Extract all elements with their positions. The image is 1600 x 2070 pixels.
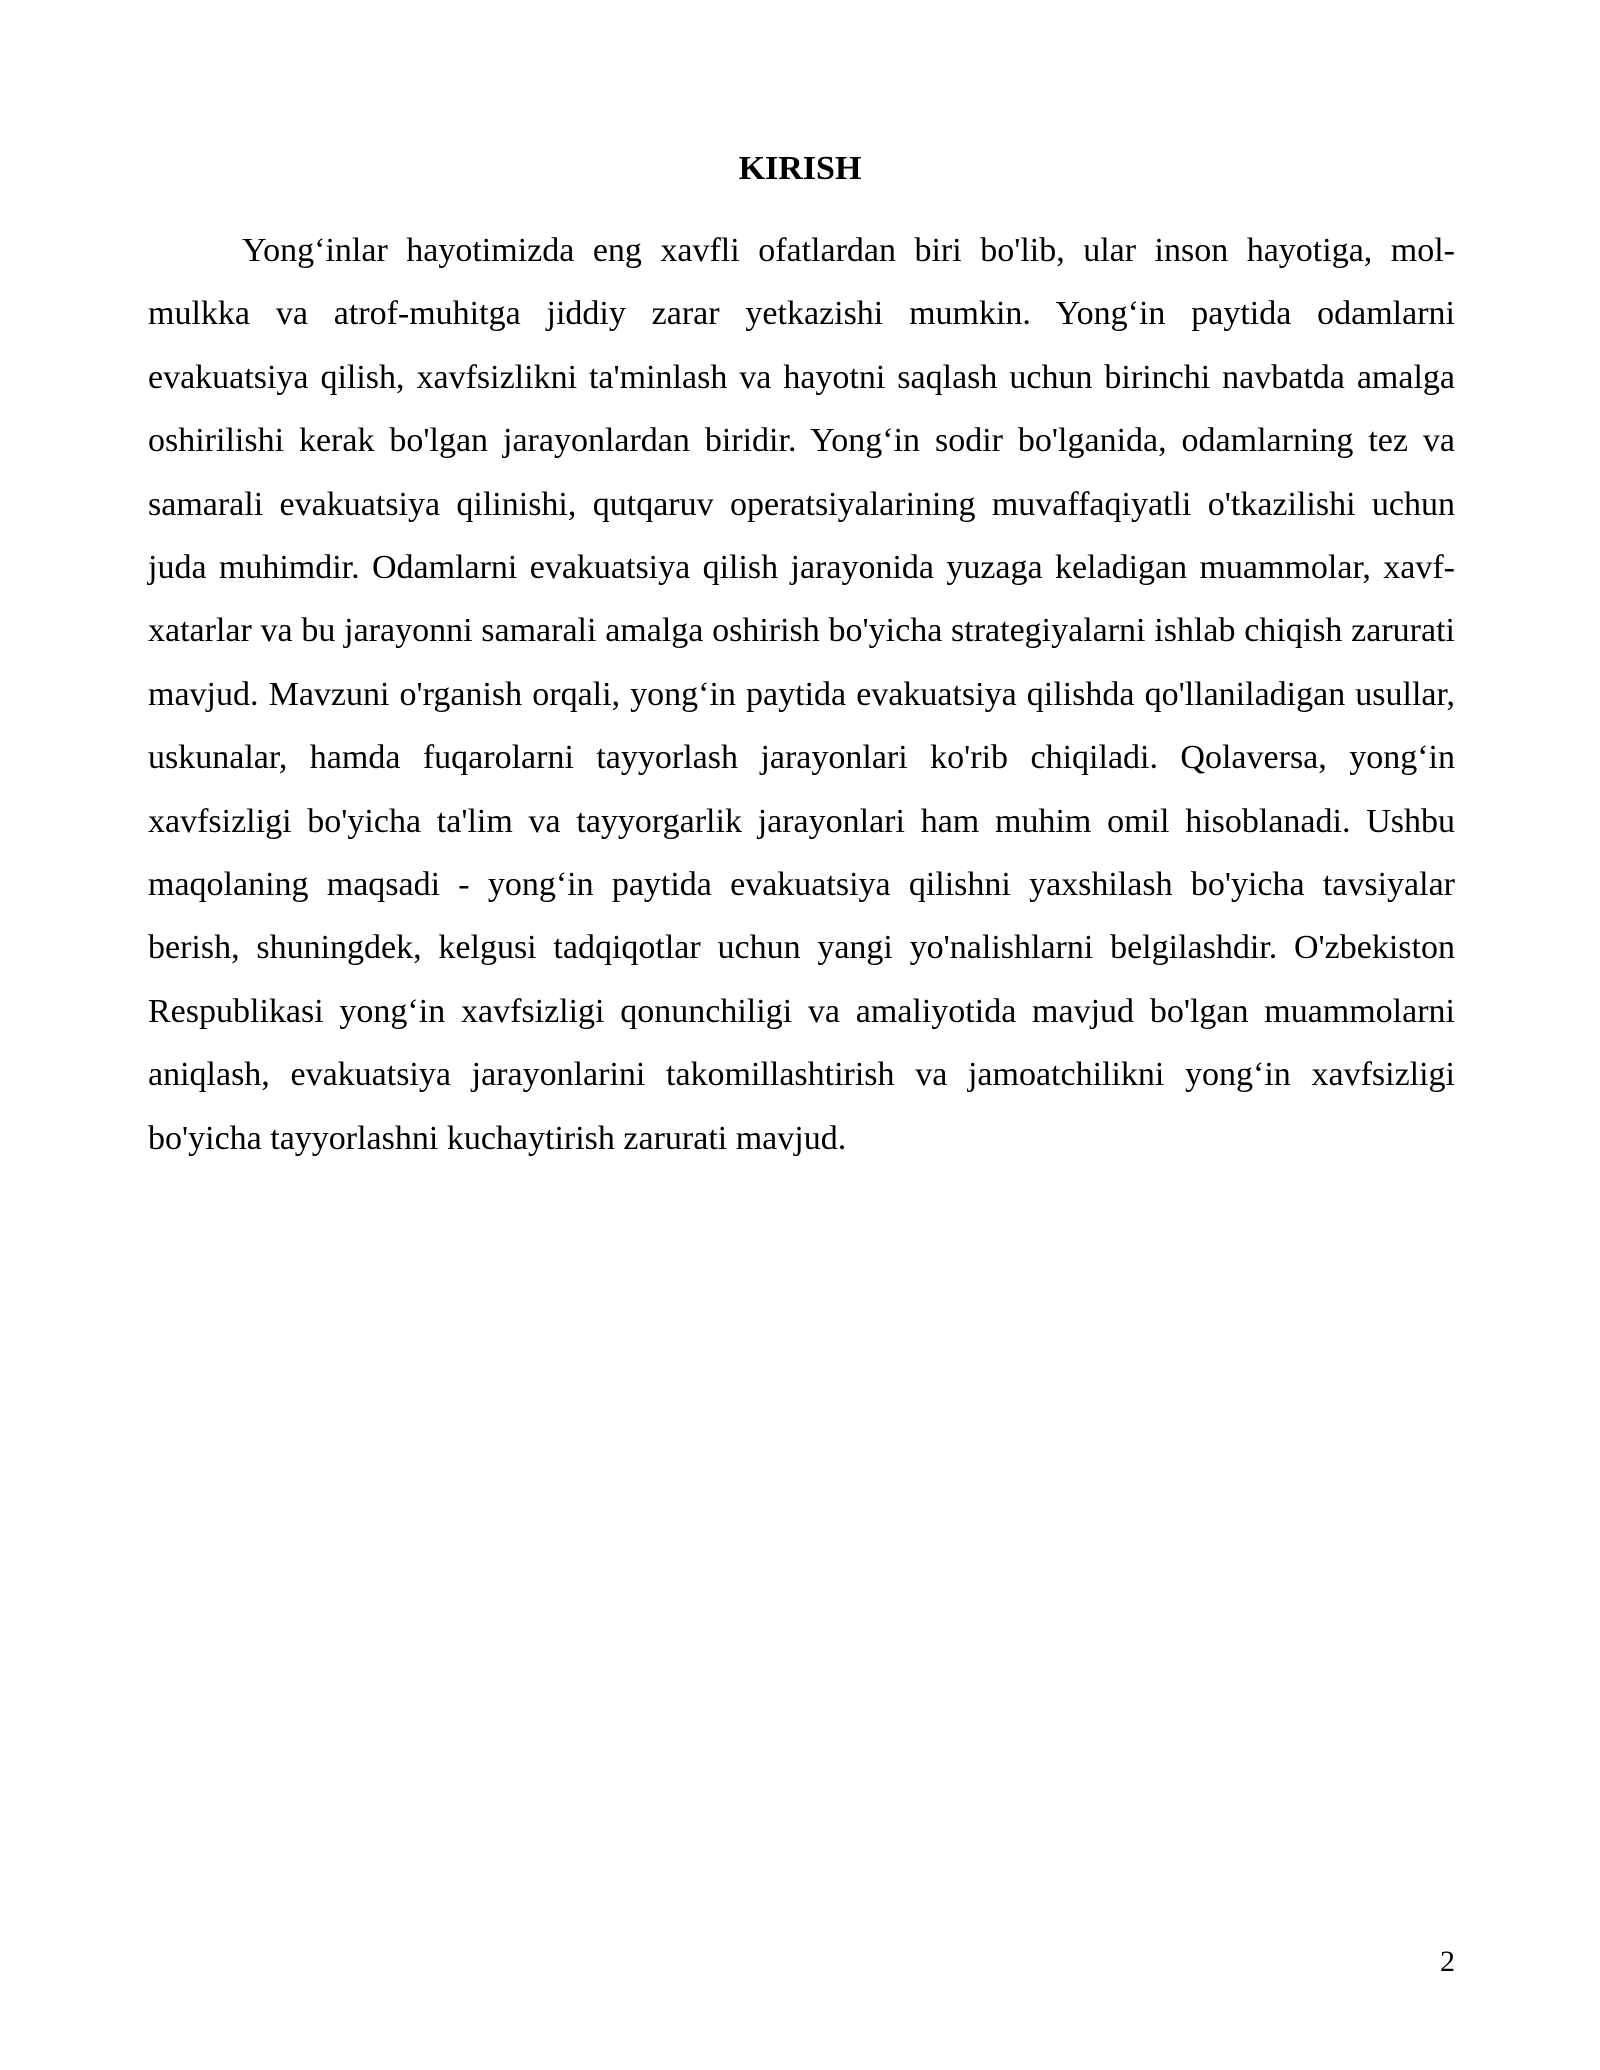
body-paragraph: Yong‘inlar hayotimizda eng xavfli ofatlardan biri bo'lib, ular inson hayotiga, mol-mulkka va atrof-muhitga jiddiy zarar yetkazishi mumkin. Yong‘in paytida odamlarni evakuatsiya qilish, xavfsizlikni ta'minlash va hayotni saqlash uchun birinchi navbatda amalga oshirilishi kerak bo'lgan jarayonlardan biridir. Yong‘in sodir bo'lganida, odamlarning tez va samarali evakuatsiya qilinishi, qutqaruv operatsiyalarining muvaffaqiyatli o'tkazilishi uchun juda muhimdir. Odamlarni evakuatsiya qilish jarayonida yuzaga keladigan muammolar, xavf-xatarlar va bu jarayonni samarali amalga oshirish bo'yicha strategiyalarni ishlab chiqish zarurati mavjud. Mavzuni o'rganish orqali, yong‘in paytida evakuatsiya qilishda qo'llaniladigan usullar, uskunalar, hamda fuqarolarni tayyorlash jarayonlari ko'rib chiqiladi. Qolaversa, yong‘in xavfsizligi bo'yicha ta'lim va tayyorgarlik jarayonlari ham muhim omil hisoblanadi. Ushbu maqolaning maqsadi - yong‘in paytida evakuatsiya qilishni yaxshilash bo'yicha tavsiyalar berish, shuningdek, kelgusi tadqiqotlar uchun yangi yo'nalishlarni belgilashdir. O'zbekiston Respublikasi yong‘in xavfsizligi qonunchiligi va amaliyotida mavjud bo'lgan muammolarni aniqlash, evakuatsiya jarayonlarini takomillashtirish va jamoatchilikni yong‘in xavfsizligi bo'yicha tayyorlashni kuchaytirish zarurati mavjud. [148, 232, 1455, 1157]
page-number: 2 [1440, 1945, 1455, 1978]
section-heading: KIRISH [738, 150, 862, 187]
